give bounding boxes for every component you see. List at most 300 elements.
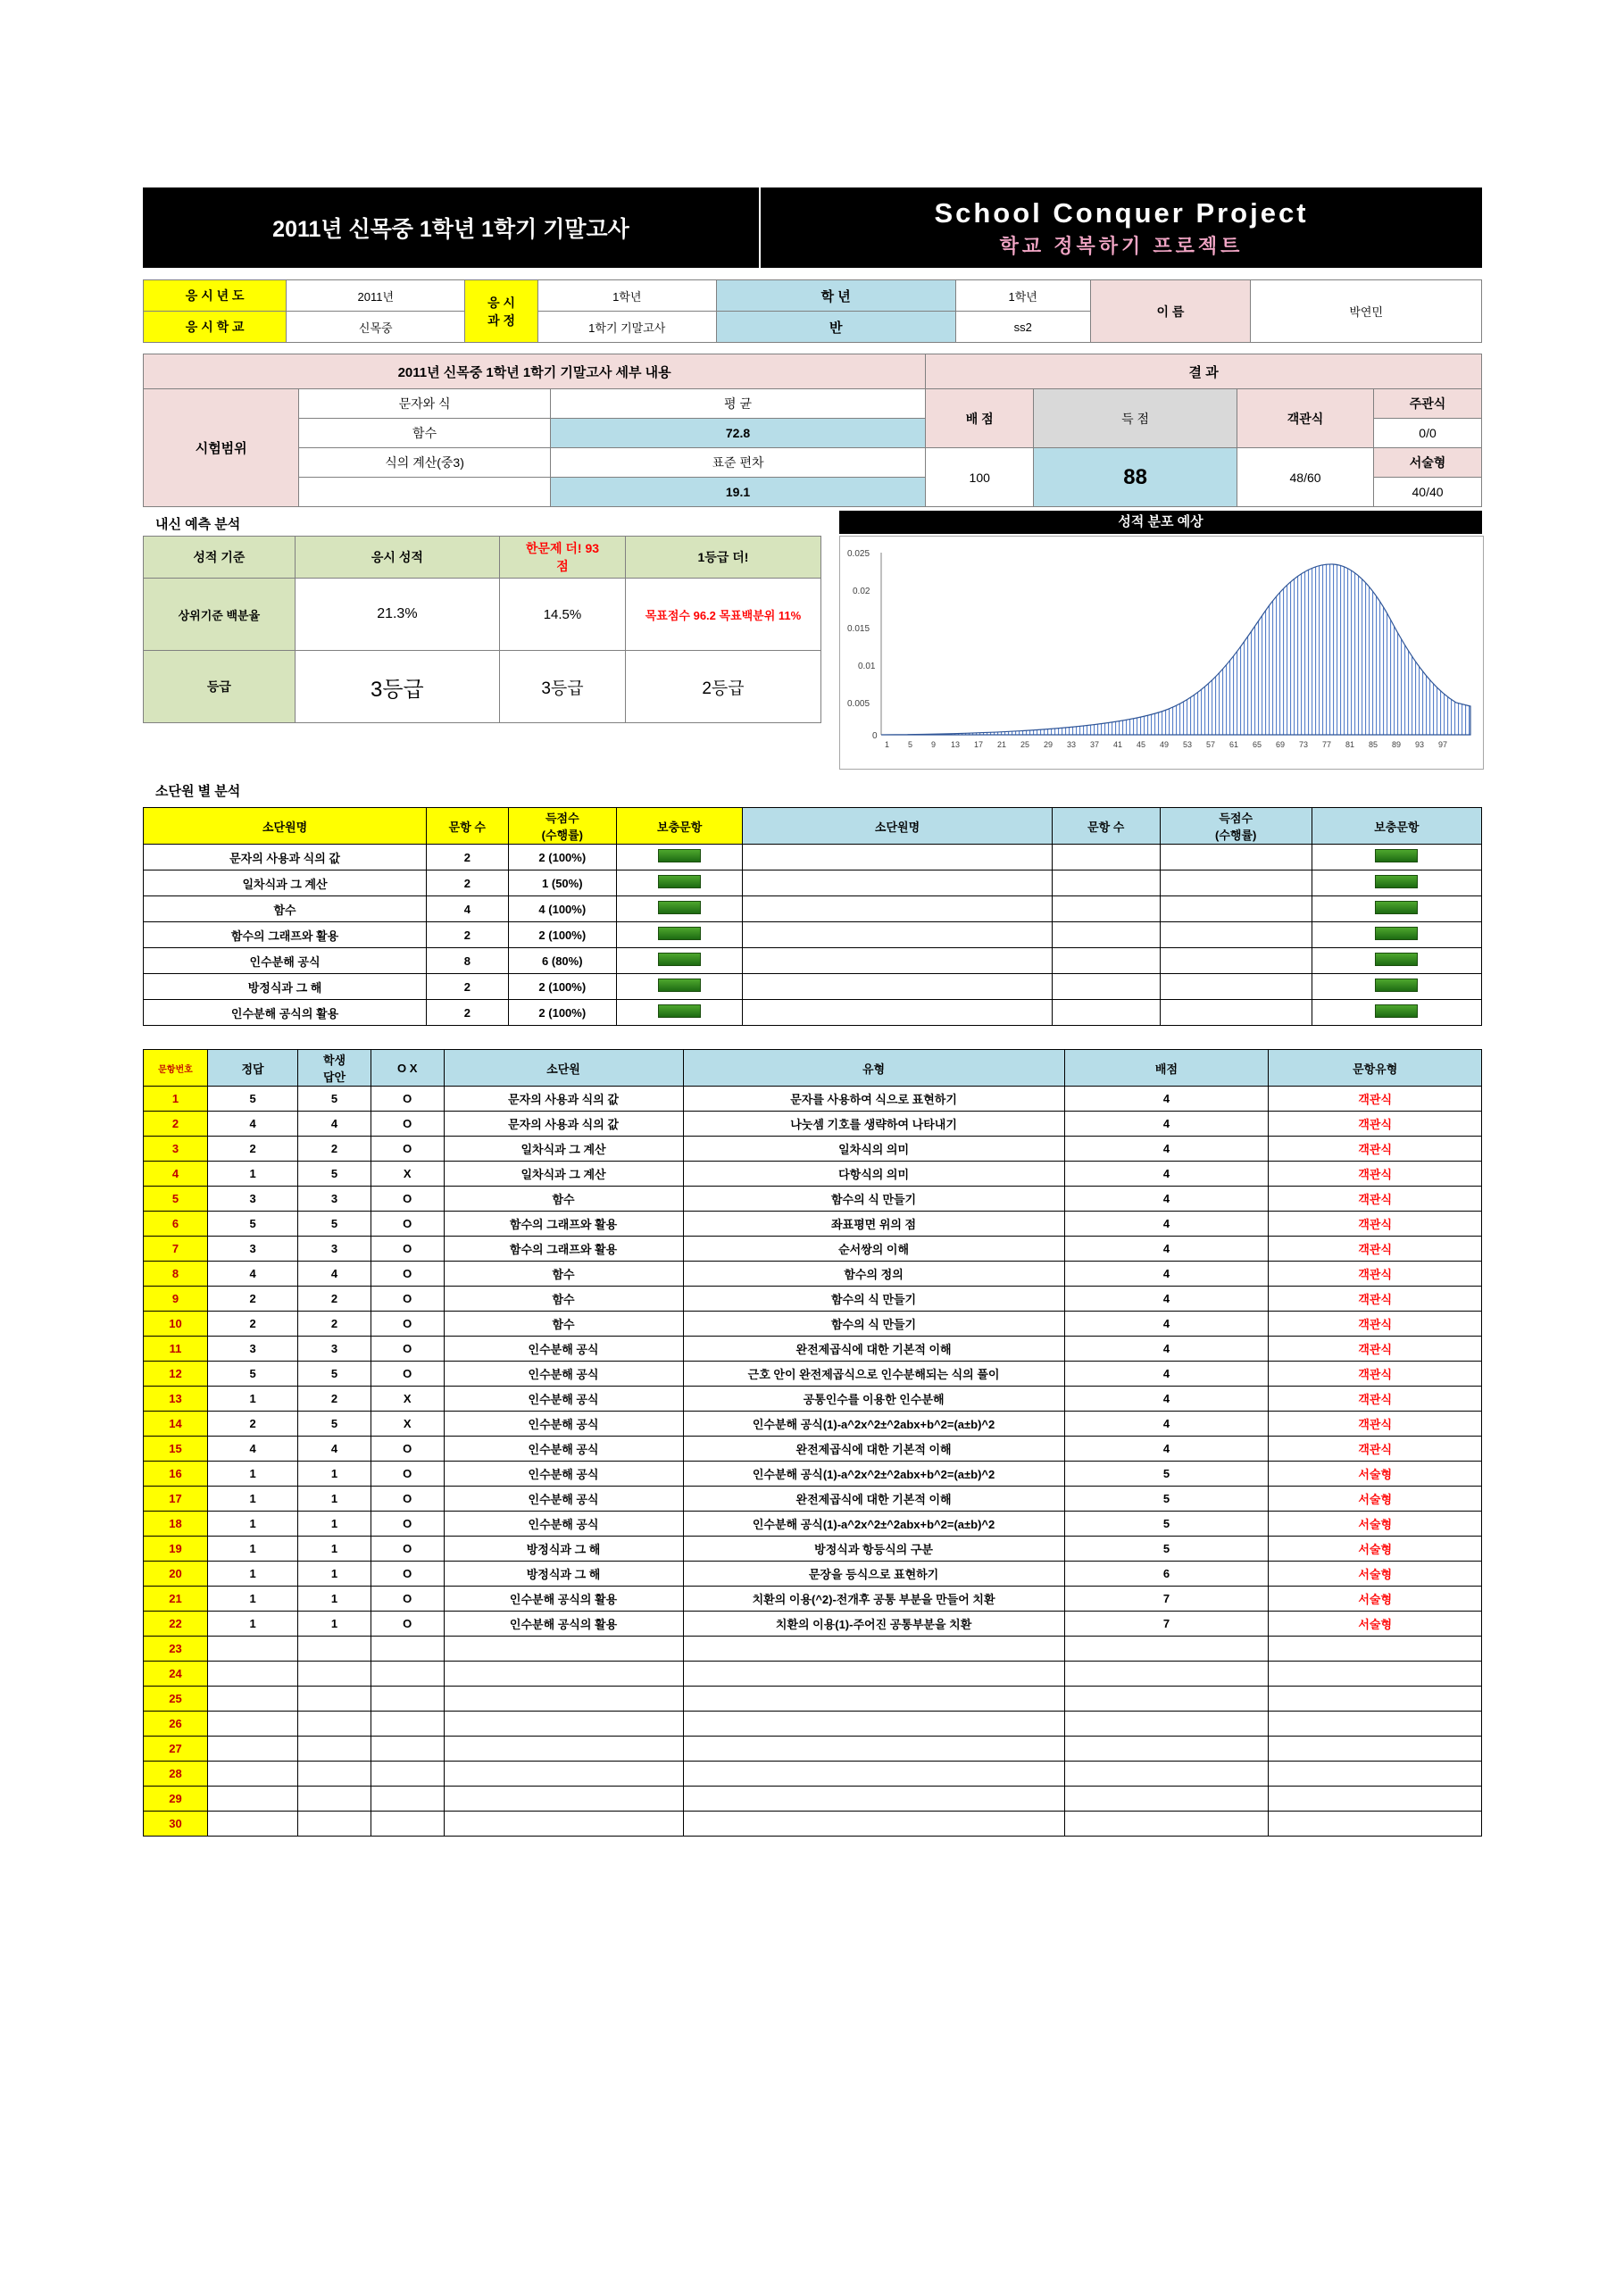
ytick-3: 0.015: [847, 624, 870, 634]
table-row: [144, 1187, 1482, 1212]
project-title-en: School Conquer Project: [934, 196, 1309, 229]
label-course-l2: 과 정: [487, 312, 516, 328]
q-no: 28: [144, 1762, 208, 1787]
q-type: [683, 1712, 1064, 1737]
q-answer: 1: [207, 1562, 297, 1587]
exam-title-box: [143, 187, 761, 268]
avg-label: 평 균: [550, 389, 925, 419]
q-qtype: 객관식: [1269, 1112, 1482, 1137]
q-points: 4: [1064, 1387, 1269, 1412]
unit-header-r2: [1160, 808, 1312, 845]
unit-count: 8: [427, 948, 509, 974]
q-qtype: 서술형: [1269, 1612, 1482, 1637]
svg-text:57: 57: [1206, 740, 1216, 749]
q-points: [1064, 1662, 1269, 1687]
table-row: [144, 1487, 1482, 1512]
q-type: 문장을 등식으로 표현하기: [683, 1562, 1064, 1587]
svg-text:73: 73: [1299, 740, 1309, 749]
unit-count-right: [1052, 974, 1160, 1000]
q-unit: 인수분해 공식: [444, 1437, 683, 1462]
q-type: [683, 1787, 1064, 1812]
subjective-label: 주관식: [1374, 389, 1482, 419]
question-rows: [144, 1087, 1482, 1837]
q-no: 21: [144, 1587, 208, 1612]
q-type: 완전제곱식에 대한 기본적 이해: [683, 1487, 1064, 1512]
q-no: 11: [144, 1337, 208, 1362]
sd-value: 19.1: [550, 478, 925, 507]
essay-value: 40/40: [1374, 478, 1482, 507]
q-unit: 인수분해 공식: [444, 1487, 683, 1512]
q-type: 공통인수를 이용한 인수분해: [683, 1387, 1064, 1412]
q-type: 치환의 이용(1)-주어진 공통부분을 치환: [683, 1612, 1064, 1637]
svg-text:61: 61: [1229, 740, 1239, 749]
q-type: 문자를 사용하여 식으로 표현하기: [683, 1087, 1064, 1112]
grade-row2-c3: 2등급: [625, 651, 820, 723]
exam-detail-table: [143, 354, 1482, 507]
q-ox: X: [371, 1387, 444, 1412]
unit-supplement: [617, 896, 743, 922]
detail-title: 2011년 신목중 1학년 1학기 기말고사 세부 내용: [144, 354, 926, 389]
q-ox: [371, 1712, 444, 1737]
unit-analysis-table: [143, 807, 1482, 1026]
q-answer: 1: [207, 1387, 297, 1412]
value-name: 박연민: [1251, 280, 1482, 343]
svg-text:25: 25: [1020, 740, 1030, 749]
q-answer: 2: [207, 1137, 297, 1162]
unit-count-right: [1052, 870, 1160, 896]
ytick-0: 0: [872, 731, 878, 741]
grade-header-2: [499, 537, 625, 579]
label-name: 이 름: [1090, 280, 1251, 343]
q-qtype: [1269, 1762, 1482, 1787]
q-qtype: 객관식: [1269, 1312, 1482, 1337]
q-ox: O: [371, 1587, 444, 1612]
svg-text:1: 1: [885, 740, 890, 749]
q-header-6: 배점: [1064, 1050, 1269, 1087]
table-row: [144, 1212, 1482, 1237]
q-no: 30: [144, 1812, 208, 1837]
grade-prediction-table: [143, 536, 821, 723]
q-unit: 함수: [444, 1187, 683, 1212]
table-row: [144, 1612, 1482, 1637]
table-row: [144, 1287, 1482, 1312]
q-no: 20: [144, 1562, 208, 1587]
section-title-distribution: 성적 분포 예상: [839, 511, 1482, 534]
unit-count: 2: [427, 922, 509, 948]
value-exam: 1학기 기말고사: [537, 312, 716, 343]
project-title-kr: 학교 정복하기 프로젝트: [999, 234, 1244, 257]
q-unit: 인수분해 공식의 활용: [444, 1612, 683, 1637]
q-points: 4: [1064, 1312, 1269, 1337]
q-header-1: 정답: [207, 1050, 297, 1087]
svg-text:93: 93: [1415, 740, 1425, 749]
q-unit: 문자의 사용과 식의 값: [444, 1112, 683, 1137]
result-title: 결 과: [926, 354, 1482, 389]
q-qtype: 서술형: [1269, 1462, 1482, 1487]
unit-count-right: [1052, 948, 1160, 974]
unit-name: 함수: [144, 896, 427, 922]
table-row: [144, 1587, 1482, 1612]
unit-name: 방정식과 그 해: [144, 974, 427, 1000]
q-answer: 3: [207, 1337, 297, 1362]
q-unit: 함수: [444, 1262, 683, 1287]
unit-rows: [144, 845, 1482, 1026]
q-no: 26: [144, 1712, 208, 1737]
grade-header-2-l1: 한문제 더! 93: [525, 541, 600, 555]
grade-row2-label: 등급: [144, 651, 296, 723]
alloc-value: 100: [926, 448, 1034, 507]
unit-row: [144, 1000, 1482, 1026]
q-qtype: 객관식: [1269, 1262, 1482, 1287]
q-no: 2: [144, 1112, 208, 1137]
q-points: 7: [1064, 1612, 1269, 1637]
unit-name-right: [743, 896, 1052, 922]
q-no: 16: [144, 1462, 208, 1487]
unit-score: 2 (100%): [508, 1000, 616, 1026]
table-row: [144, 1137, 1482, 1162]
unit-supplement: [617, 845, 743, 870]
progress-bar-icon: [1375, 979, 1418, 992]
unit-row: [144, 948, 1482, 974]
table-row: [144, 1362, 1482, 1387]
q-ox: O: [371, 1187, 444, 1212]
q-unit: [444, 1662, 683, 1687]
q-no: 25: [144, 1687, 208, 1712]
q-answer: 4: [207, 1262, 297, 1287]
q-qtype: 객관식: [1269, 1337, 1482, 1362]
q-points: [1064, 1812, 1269, 1837]
objective-value: 48/60: [1237, 448, 1374, 507]
exam-info-table: [143, 279, 1482, 343]
report-banner: [143, 187, 1482, 268]
q-ox: O: [371, 1212, 444, 1237]
q-unit: 인수분해 공식: [444, 1412, 683, 1437]
svg-text:49: 49: [1160, 740, 1170, 749]
q-header-5: 유형: [683, 1050, 1064, 1087]
progress-bar-icon: [1375, 849, 1418, 862]
q-points: 5: [1064, 1537, 1269, 1562]
q-header-2: [298, 1050, 371, 1087]
q-no: 18: [144, 1512, 208, 1537]
unit-score-right: [1160, 974, 1312, 1000]
unit-header-3: 보충문항: [617, 808, 743, 845]
unit-header-2: [508, 808, 616, 845]
q-points: [1064, 1737, 1269, 1762]
q-points: 4: [1064, 1087, 1269, 1112]
q-answer: 4: [207, 1112, 297, 1137]
project-title-box: [761, 187, 1482, 268]
unit-header-r1: 문항 수: [1052, 808, 1160, 845]
q-answer: 1: [207, 1512, 297, 1537]
q-type: 함수의 식 만들기: [683, 1187, 1064, 1212]
q-points: 4: [1064, 1437, 1269, 1462]
q-answer: 3: [207, 1187, 297, 1212]
table-row: [144, 1512, 1482, 1537]
table-row: [144, 1337, 1482, 1362]
range-3: 식의 계산(중3): [299, 448, 550, 478]
q-unit: [444, 1687, 683, 1712]
q-type: [683, 1762, 1064, 1787]
unit-score: 2 (100%): [508, 845, 616, 870]
distribution-curve: [881, 564, 1470, 735]
q-unit: [444, 1787, 683, 1812]
section-title-prediction: 내신 예측 분석: [155, 517, 241, 532]
q-unit: 인수분해 공식: [444, 1337, 683, 1362]
svg-text:13: 13: [951, 740, 961, 749]
svg-text:65: 65: [1253, 740, 1262, 749]
svg-text:21: 21: [997, 740, 1007, 749]
q-student-answer: 2: [298, 1137, 371, 1162]
q-header-7: 문항유형: [1269, 1050, 1482, 1087]
q-student-answer: 1: [298, 1562, 371, 1587]
q-unit: [444, 1762, 683, 1787]
unit-count: 2: [427, 870, 509, 896]
q-points: [1064, 1687, 1269, 1712]
unit-score-right: [1160, 948, 1312, 974]
q-qtype: 객관식: [1269, 1362, 1482, 1387]
unit-count: 2: [427, 974, 509, 1000]
q-no: 23: [144, 1637, 208, 1662]
grade-row1-c3: 목표점수 96.2 목표백분위 11%: [625, 579, 820, 651]
q-header-0: 문항번호: [144, 1050, 208, 1087]
table-row: [144, 1712, 1482, 1737]
grade-row1-c2: 14.5%: [499, 579, 625, 651]
q-type: 나눗셈 기호를 생략하여 나타내기: [683, 1112, 1064, 1137]
svg-text:37: 37: [1090, 740, 1100, 749]
svg-text:69: 69: [1276, 740, 1286, 749]
q-ox: [371, 1787, 444, 1812]
q-unit: 함수: [444, 1287, 683, 1312]
q-unit: 일차식과 그 계산: [444, 1137, 683, 1162]
q-ox: O: [371, 1462, 444, 1487]
q-qtype: [1269, 1687, 1482, 1712]
value-class: ss2: [955, 312, 1090, 343]
unit-supplement-right: [1312, 922, 1481, 948]
q-header-3: O X: [371, 1050, 444, 1087]
grade-row1-c1: 21.3%: [295, 579, 499, 651]
unit-name: 일차식과 그 계산: [144, 870, 427, 896]
range-4: [299, 478, 550, 507]
grade-header-2-l2: 점: [556, 559, 569, 573]
q-student-answer: [298, 1762, 371, 1787]
q-type: 인수분해 공식(1)-a^2x^2±^2abx+b^2=(a±b)^2: [683, 1412, 1064, 1437]
q-ox: X: [371, 1412, 444, 1437]
q-student-answer: 5: [298, 1087, 371, 1112]
q-unit: 인수분해 공식: [444, 1512, 683, 1537]
unit-name-right: [743, 922, 1052, 948]
q-header-4: 소단원: [444, 1050, 683, 1087]
q-unit: 인수분해 공식: [444, 1387, 683, 1412]
label-school: 응 시 학 교: [144, 312, 287, 343]
svg-text:85: 85: [1369, 740, 1378, 749]
unit-count-right: [1052, 922, 1160, 948]
label-grade-col: 학 년: [716, 280, 955, 312]
table-row: [144, 1112, 1482, 1137]
q-ox: O: [371, 1337, 444, 1362]
q-student-answer: [298, 1737, 371, 1762]
q-student-answer: [298, 1637, 371, 1662]
unit-count-right: [1052, 896, 1160, 922]
svg-text:77: 77: [1322, 740, 1332, 749]
question-table: [143, 1049, 1482, 1837]
subjective-value: 0/0: [1374, 419, 1482, 448]
q-qtype: 객관식: [1269, 1387, 1482, 1412]
q-student-answer: 2: [298, 1387, 371, 1412]
label-course: [465, 280, 538, 343]
progress-bar-icon: [1375, 953, 1418, 966]
unit-header-r3: 보충문항: [1312, 808, 1481, 845]
q-type: 완전제곱식에 대한 기본적 이해: [683, 1337, 1064, 1362]
progress-bar-icon: [658, 927, 701, 940]
q-ox: X: [371, 1162, 444, 1187]
unit-supplement-right: [1312, 1000, 1481, 1026]
q-type: 치환의 이용(^2)-전개후 공통 부분을 만들어 치환: [683, 1587, 1064, 1612]
q-student-answer: 5: [298, 1162, 371, 1187]
svg-text:9: 9: [931, 740, 937, 749]
q-student-answer: 1: [298, 1537, 371, 1562]
q-answer: 2: [207, 1287, 297, 1312]
grade-header-3: 1등급 더!: [625, 537, 820, 579]
q-type: 순서쌍의 이해: [683, 1237, 1064, 1262]
progress-bar-icon: [658, 849, 701, 862]
q-no: 10: [144, 1312, 208, 1337]
q-student-answer: 3: [298, 1237, 371, 1262]
q-student-answer: 4: [298, 1262, 371, 1287]
unit-score: 2 (100%): [508, 974, 616, 1000]
unit-count: 2: [427, 1000, 509, 1026]
q-answer: [207, 1812, 297, 1837]
q-student-answer: 5: [298, 1362, 371, 1387]
table-row: [144, 1662, 1482, 1687]
q-student-answer: 1: [298, 1512, 371, 1537]
unit-count-right: [1052, 1000, 1160, 1026]
unit-count: 2: [427, 845, 509, 870]
q-answer: 1: [207, 1587, 297, 1612]
q-no: 4: [144, 1162, 208, 1187]
unit-row: [144, 845, 1482, 870]
alloc-label: 배 점: [926, 389, 1034, 448]
unit-supplement-right: [1312, 870, 1481, 896]
q-no: 15: [144, 1437, 208, 1462]
label-class: 반: [716, 312, 955, 343]
q-ox: O: [371, 1087, 444, 1112]
progress-bar-icon: [658, 1004, 701, 1018]
q-type: 다항식의 의미: [683, 1162, 1064, 1187]
q-qtype: 서술형: [1269, 1562, 1482, 1587]
progress-bar-icon: [1375, 901, 1418, 914]
q-points: 4: [1064, 1412, 1269, 1437]
progress-bar-icon: [1375, 927, 1418, 940]
q-answer: 4: [207, 1437, 297, 1462]
unit-score-right: [1160, 870, 1312, 896]
q-no: 29: [144, 1787, 208, 1812]
unit-score-right: [1160, 922, 1312, 948]
q-qtype: 객관식: [1269, 1412, 1482, 1437]
q-no: 27: [144, 1737, 208, 1762]
q-qtype: 서술형: [1269, 1587, 1482, 1612]
svg-text:53: 53: [1183, 740, 1193, 749]
q-qtype: 서술형: [1269, 1512, 1482, 1537]
q-points: 4: [1064, 1287, 1269, 1312]
q-type: 인수분해 공식(1)-a^2x^2±^2abx+b^2=(a±b)^2: [683, 1462, 1064, 1487]
q-student-answer: 1: [298, 1587, 371, 1612]
q-no: 24: [144, 1662, 208, 1687]
unit-name: 인수분해 공식의 활용: [144, 1000, 427, 1026]
ytick-2: 0.01: [858, 662, 876, 671]
q-header-2-l1: 학생: [322, 1054, 346, 1067]
grade-row2-c1: 3등급: [295, 651, 499, 723]
unit-name: 인수분해 공식: [144, 948, 427, 974]
score-distribution-chart: [839, 536, 1484, 770]
table-row: [144, 1762, 1482, 1787]
table-row: [144, 1812, 1482, 1837]
ytick-4: 0.02: [853, 587, 870, 596]
table-row: [144, 1637, 1482, 1662]
q-unit: 방정식과 그 해: [444, 1537, 683, 1562]
q-student-answer: 1: [298, 1487, 371, 1512]
q-no: 17: [144, 1487, 208, 1512]
unit-supplement: [617, 870, 743, 896]
svg-text:41: 41: [1113, 740, 1123, 749]
value-grade: 1학년: [537, 280, 716, 312]
range-label: 시험범위: [144, 389, 299, 507]
unit-row: [144, 974, 1482, 1000]
q-answer: 1: [207, 1162, 297, 1187]
q-ox: [371, 1762, 444, 1787]
svg-text:5: 5: [908, 740, 913, 749]
unit-supplement-right: [1312, 896, 1481, 922]
table-row: [144, 1787, 1482, 1812]
q-unit: [444, 1712, 683, 1737]
q-no: 9: [144, 1287, 208, 1312]
q-student-answer: 1: [298, 1462, 371, 1487]
q-no: 5: [144, 1187, 208, 1212]
objective-label: 객관식: [1237, 389, 1374, 448]
q-student-answer: 2: [298, 1287, 371, 1312]
q-type: 일차식의 의미: [683, 1137, 1064, 1162]
svg-text:45: 45: [1137, 740, 1146, 749]
q-ox: O: [371, 1537, 444, 1562]
exam-title: 2011년 신목중 1학년 1학기 기말고사: [272, 217, 629, 242]
progress-bar-icon: [658, 875, 701, 888]
q-qtype: [1269, 1662, 1482, 1687]
q-answer: [207, 1637, 297, 1662]
q-type: 방정식과 항등식의 구분: [683, 1537, 1064, 1562]
q-points: 4: [1064, 1237, 1269, 1262]
q-ox: [371, 1737, 444, 1762]
q-type: [683, 1737, 1064, 1762]
q-answer: [207, 1762, 297, 1787]
q-qtype: 객관식: [1269, 1137, 1482, 1162]
q-student-answer: 4: [298, 1112, 371, 1137]
unit-name: 함수의 그래프와 활용: [144, 922, 427, 948]
q-header-2-l2: 답안: [322, 1070, 346, 1084]
value-school: 신목중: [287, 312, 465, 343]
q-type: [683, 1812, 1064, 1837]
q-qtype: 객관식: [1269, 1162, 1482, 1187]
unit-supplement-right: [1312, 948, 1481, 974]
table-row: [144, 1562, 1482, 1587]
q-ox: O: [371, 1612, 444, 1637]
q-student-answer: 1: [298, 1612, 371, 1637]
progress-bar-icon: [658, 901, 701, 914]
q-points: 4: [1064, 1362, 1269, 1387]
q-answer: [207, 1787, 297, 1812]
unit-count-right: [1052, 845, 1160, 870]
q-answer: 1: [207, 1487, 297, 1512]
label-year: 응 시 년 도: [144, 280, 287, 312]
q-type: [683, 1687, 1064, 1712]
